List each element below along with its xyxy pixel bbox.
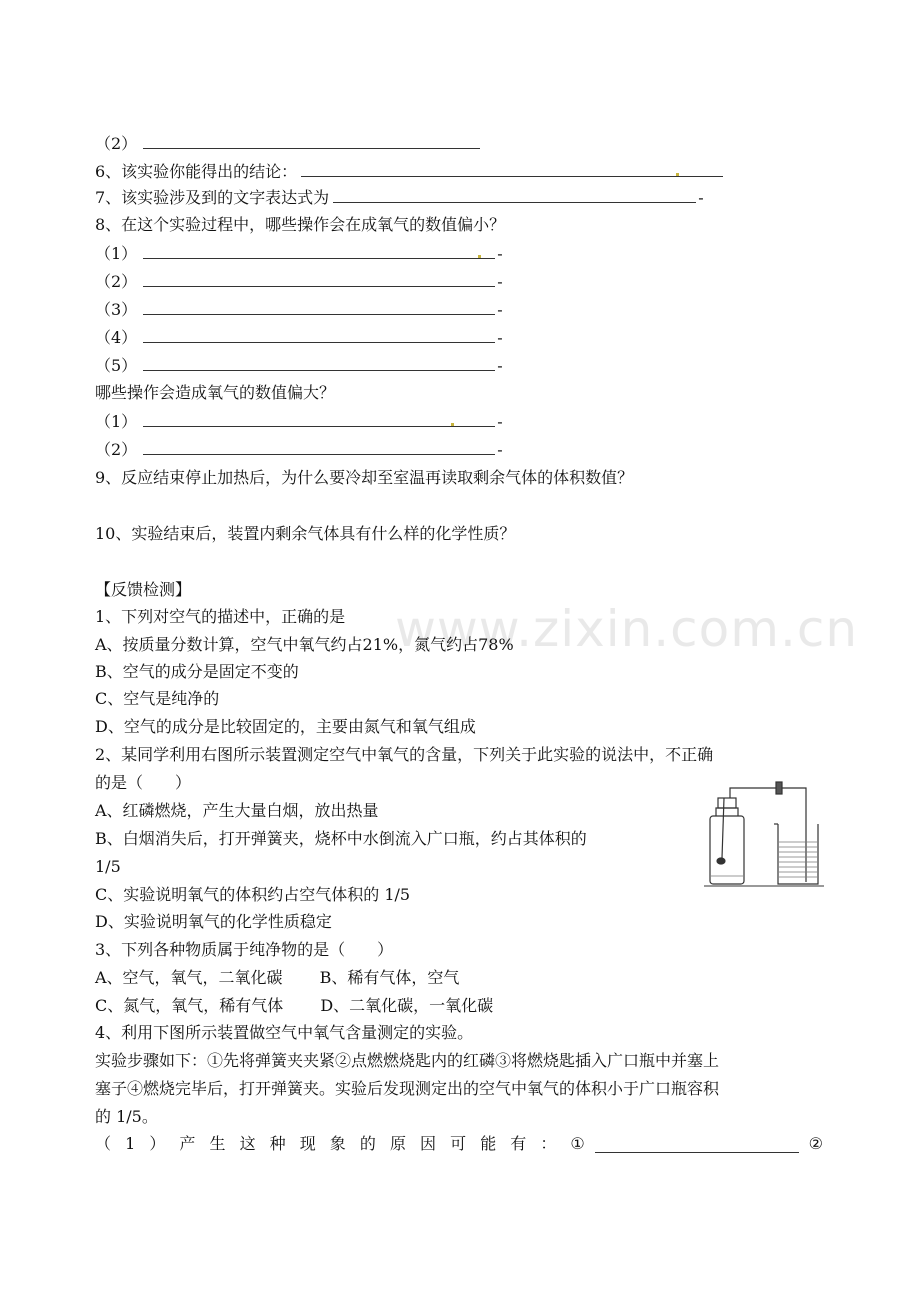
spread-char: 可 bbox=[450, 1134, 467, 1153]
large-item-1: （1） - bbox=[95, 412, 503, 431]
feedback-q4: 4、利用下图所示装置做空气中氧气含量测定的实验。 bbox=[95, 1023, 474, 1042]
feedback-q1-option-d: D、空气的成分是比较固定的，主要由氮气和氧气组成 bbox=[95, 717, 476, 736]
feedback-q1-option-a: A、按质量分数计算，空气中氧气约占21%，氮气约占78% bbox=[95, 635, 514, 654]
question-7: 7、该实验涉及到的文字表达式为 - bbox=[95, 188, 704, 207]
spread-char: 象 bbox=[329, 1134, 346, 1153]
small-item-2: （2） - bbox=[95, 272, 503, 291]
small-item-1: （1） - bbox=[95, 244, 503, 263]
spread-char: 这 bbox=[239, 1134, 256, 1153]
blank[interactable] bbox=[143, 354, 495, 371]
blank[interactable] bbox=[143, 270, 495, 287]
question-large: 哪些操作会造成氧气的数值偏大？ bbox=[95, 383, 336, 402]
apparatus-figure bbox=[700, 778, 825, 896]
feedback-q2-option-c: C、实验说明氧气的体积约占空气体积的 1/5 bbox=[95, 885, 411, 904]
feedback-q4-steps-2: 塞子④燃烧完毕后，打开弹簧夹。实验后发现测定出的空气中氧气的体积小于广口瓶容积 bbox=[95, 1079, 720, 1098]
blank[interactable] bbox=[333, 186, 696, 203]
blank[interactable] bbox=[143, 410, 495, 427]
answer-line-2: （2） bbox=[95, 132, 480, 155]
small-item-3: （3） - bbox=[95, 300, 503, 319]
feedback-q3-options-ab: A、空气，氧气，二氧化碳 B、稀有气体，空气 bbox=[95, 968, 460, 987]
feedback-q1-option-b: B、空气的成分是固定不变的 bbox=[95, 662, 299, 681]
blank[interactable] bbox=[595, 1136, 799, 1153]
feedback-q3: 3、下列各种物质属于纯净物的是（ ） bbox=[95, 940, 394, 959]
spread-char: ： bbox=[540, 1134, 557, 1153]
section-heading-feedback: 【反馈检测】 bbox=[95, 580, 192, 599]
spread-char: 能 bbox=[480, 1134, 497, 1153]
blank[interactable] bbox=[143, 242, 495, 259]
feedback-q1: 1、下列对空气的描述中，正确的是 bbox=[95, 607, 346, 626]
blank[interactable] bbox=[143, 132, 480, 149]
question-8: 8、在这个实验过程中，哪些操作会在成氧气的数值偏小？ bbox=[95, 215, 506, 234]
feedback-q4-steps-3: 的 1/5。 bbox=[95, 1107, 158, 1126]
small-item-4: （4） - bbox=[95, 328, 503, 347]
feedback-q4-steps-1: 实验步骤如下：①先将弹簧夹夹紧②点燃燃烧匙内的红磷③将燃烧匙插入广口瓶中并塞上 bbox=[95, 1051, 720, 1070]
blank[interactable] bbox=[143, 326, 495, 343]
spread-char: 现 bbox=[299, 1134, 316, 1153]
feedback-q3-options-cd: C、氮气，氧气，稀有气体 D、二氧化碳，一氧化碳 bbox=[95, 996, 494, 1015]
spread-char: 的 bbox=[359, 1134, 376, 1153]
spread-char: 1 bbox=[125, 1134, 136, 1153]
question-10: 10、实验结束后，装置内剩余气体具有什么样的化学性质？ bbox=[95, 524, 516, 543]
blank[interactable] bbox=[143, 298, 495, 315]
spread-char: ① bbox=[570, 1134, 585, 1153]
spread-char: 因 bbox=[420, 1134, 437, 1153]
feedback-q2-cont: 的是（ ） bbox=[95, 773, 192, 792]
spread-char: 有 bbox=[510, 1134, 527, 1153]
feedback-q4-sub1: （ 1 ） 产 生 这 种 现 象 的 原 因 可 能 有 ： ① ② bbox=[95, 1134, 823, 1153]
feedback-q2-option-b: B、白烟消失后，打开弹簧夹，烧杯中水倒流入广口瓶，约占其体积的 bbox=[95, 829, 587, 848]
spread-char: 产 bbox=[179, 1134, 196, 1153]
spread-char: 种 bbox=[269, 1134, 286, 1153]
question-9: 9、反应结束停止加热后，为什么要冷却至室温再读取剩余气体的体积数值？ bbox=[95, 468, 634, 487]
spread-char: 生 bbox=[209, 1134, 226, 1153]
question-6: 6、该实验你能得出的结论： bbox=[95, 160, 723, 183]
small-item-5: （5） - bbox=[95, 356, 503, 375]
feedback-q1-option-c: C、空气是纯净的 bbox=[95, 689, 220, 708]
watermark: www.zixin.com.cn bbox=[395, 600, 859, 658]
blank[interactable] bbox=[143, 438, 495, 455]
spread-char: 原 bbox=[389, 1134, 406, 1153]
feedback-q2-option-b-cont: 1/5 bbox=[95, 857, 121, 876]
spread-char: ） bbox=[149, 1134, 166, 1153]
blank[interactable] bbox=[301, 160, 723, 177]
feedback-q2: 2、某同学利用右图所示装置测定空气中氧气的含量，下列关于此实验的说法中，不正确 bbox=[95, 745, 714, 764]
large-item-2: （2） - bbox=[95, 440, 503, 459]
feedback-q2-option-a: A、红磷燃烧，产生大量白烟，放出热量 bbox=[95, 801, 379, 820]
spread-char: （ bbox=[95, 1134, 112, 1153]
feedback-q2-option-d: D、实验说明氧气的化学性质稳定 bbox=[95, 912, 332, 931]
